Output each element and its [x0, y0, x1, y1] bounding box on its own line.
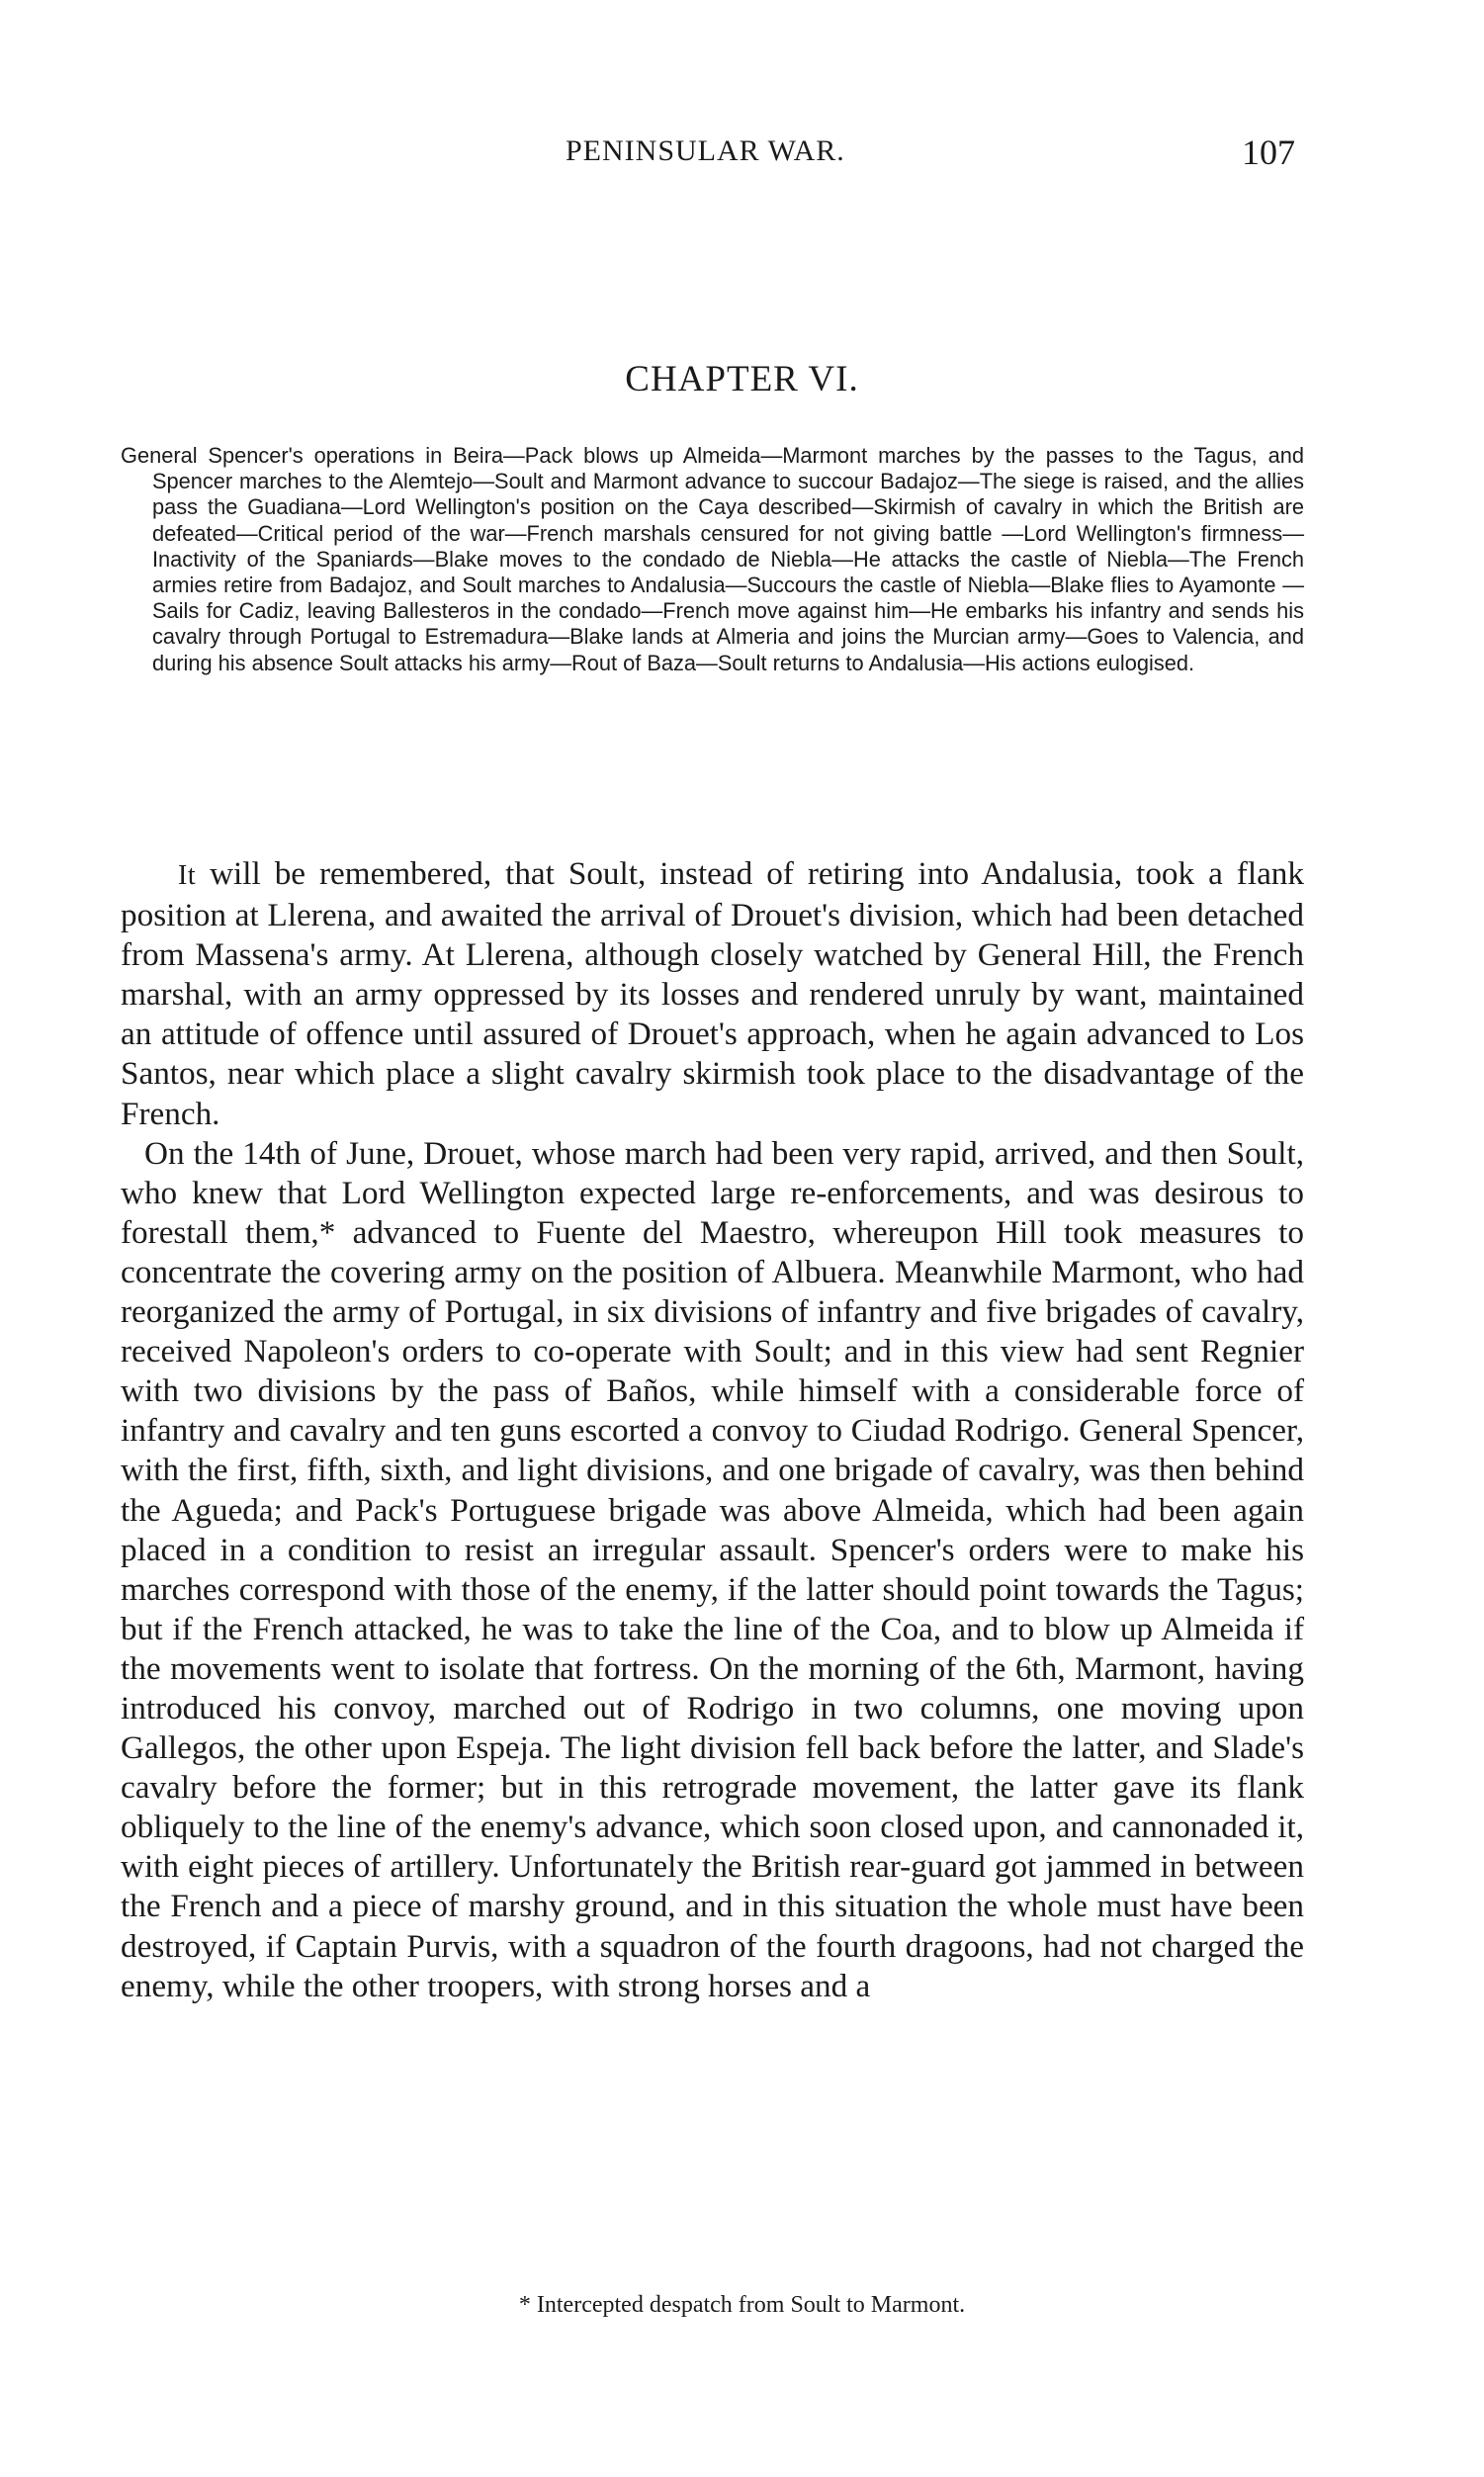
running-title: PENINSULAR WAR.	[566, 134, 845, 167]
body-text	[121, 854, 1304, 2006]
paragraph-1	[121, 854, 1304, 1134]
running-head	[0, 133, 1484, 196]
chapter-summary	[121, 443, 1304, 676]
footnote: * Intercepted despatch from Soult to Marmont.	[518, 2292, 966, 2318]
chapter-heading: CHAPTER VI.	[625, 359, 859, 399]
chapter-summary-text: General Spencer's operations in Beira—Pack blows up Almeida—Marmont marches by the passes to the Tagus, and Spencer marches to the Alemtejo—Soult and Marmont advance to succour Badajoz—The siege is raised, and the allies pass the Guadiana—Lord Wellington's position on the Caya described—Skirmish of cavalry in which the British are defeated—Critical period of the war—French marshals censured for not giving battle —Lord Wellington's firmness—Inactivity of the Spaniards—Blake moves to the condado de Niebla—He attacks the castle of Niebla—The French armies retire from Badajoz, and Soult marches to Andalusia—Succours the castle of Niebla—Blake flies to Ayamonte —Sails for Cadiz, leaving Ballesteros in the condado—French move against him—He embarks his infantry and sends his cavalry through Portugal to Estremadura—Blake lands at Almeria and joins the Murcian army—Goes to Valencia, and during his absence Soult attacks his army—Rout of Baza—Soult returns to Andalusia—His actions eulogised.	[121, 443, 1304, 675]
paragraph-1-initial: It	[178, 860, 197, 891]
paragraph-1-text: will be remembered, that Soult, instead of retiring into Andalusia, took a flank position at Llerena, and awaited the arrival of Drouet's division, which had been detached from Massena's army. At Llerena, although closely watched by General Hill, the French marshal, with an army oppressed by its losses and rendered unruly by want, maintained an attitude of offence until assured of Drouet's approach, when he again advanced to Los Santos, near which place a slight cavalry skirmish took place to the disadvantage of the French.	[121, 855, 1304, 1132]
page-number: 107	[1242, 133, 1295, 172]
paragraph-2: On the 14th of June, Drouet, whose march had been very rapid, arrived, and then Soult, who knew that Lord Wellington expected large re-enforcements, and was desirous to forestall them,* advanced to Fuente del Maestro, whereupon Hill took measures to concentrate the covering army on the position of Albuera. Meanwhile Marmont, who had reorganized the army of Portugal, in six divisions of infantry and five brigades of cavalry, received Napoleon's orders to co-operate with Soult; and in this view had sent Regnier with two divisions by the pass of Baños, while himself with a considerable force of infantry and cavalry and ten guns escorted a convoy to Ciudad Rodrigo. General Spencer, with the first, fifth, sixth, and light divisions, and one brigade of cavalry, was then behind the Agueda; and Pack's Portuguese brigade was above Almeida, which had been again placed in a condition to resist an irregular assault. Spencer's orders were to make his marches correspond with those of the enemy, if the latter should point towards the Tagus; but if the French attacked, he was to take the line of the Coa, and to blow up Almeida if the movements went to isolate that fortress. On the morning of the 6th, Marmont, having introduced his convoy, marched out of Rodrigo in two columns, one moving upon Gallegos, the other upon Espeja. The light division fell back before the latter, and Slade's cavalry before the former; but in this retrograde movement, the latter gave its flank obliquely to the line of the enemy's advance, which soon closed upon, and cannonaded it, with eight pieces of artillery. Unfortunately the British rear-guard got jammed in between the French and a piece of marshy ground, and in this situation the whole must have been destroyed, if Captain Purvis, with a squadron of the fourth dragoons, had not charged the enemy, while the other troopers, with strong horses and a	[121, 1134, 1304, 2004]
